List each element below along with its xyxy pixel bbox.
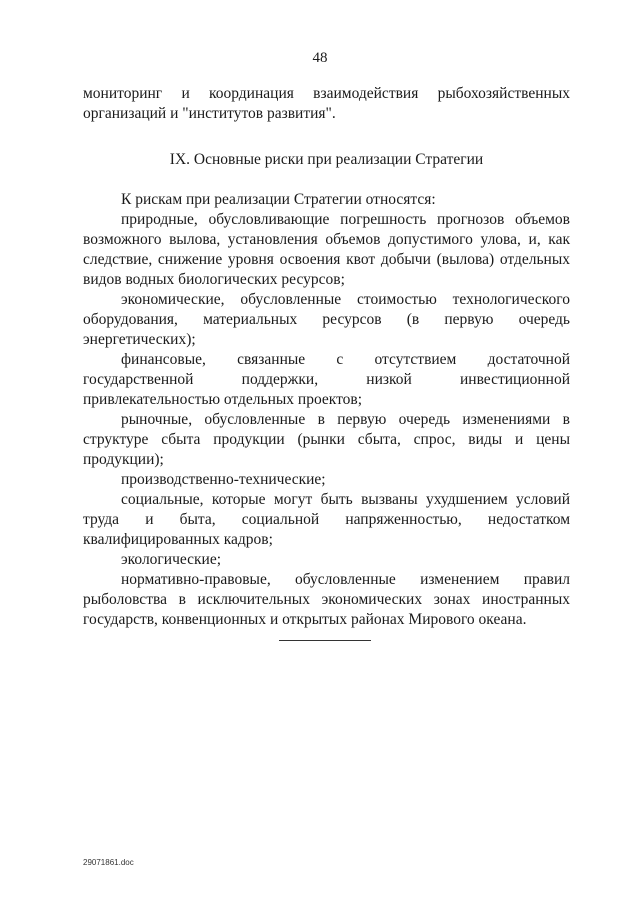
document-body [83, 84, 570, 630]
section-lead-paragraph: К рискам при реализации Стратегии относятся: [121, 191, 436, 208]
risk-item-natural: природные, обусловливающие погрешность прогнозов объемов возможного вылова, установления объемов допустимого улова, и, как следствие, снижение уровня освоения квот добычи (вылова) отдельных видов водных биологических ресурсов; [83, 211, 570, 288]
intro-paragraph: мониторинг и координация взаимодействия рыбохозяйственных организаций и "институтов развития". [83, 85, 570, 122]
risk-item-financial: финансовые, связанные с отсутствием достаточной государственной поддержки, низкой инвестиционной привлекательностью отдельных проектов; [83, 351, 570, 408]
risk-item-economic: экономические, обусловленные стоимостью технологического оборудования, материальных ресурсов (в первую очередь энергетических); [83, 291, 570, 348]
section-heading: IX. Основные риски при реализации Стратегии [169, 151, 484, 168]
end-divider [279, 640, 371, 641]
risk-item-ecological: экологические; [121, 551, 222, 568]
risk-item-market: рыночные, обусловленные в первую очередь изменениями в структуре сбыта продукции (рынки сбыта, спрос, виды и цены продукции); [83, 411, 570, 468]
risk-item-social: социальные, которые могут быть вызваны ухудшением условий труда и быта, социальной напряженностью, недостатком квалифицированных кадров; [83, 491, 570, 548]
risk-item-production: производственно-технические; [121, 471, 326, 488]
page-number: 48 [312, 50, 328, 66]
risk-item-legal: нормативно-правовые, обусловленные изменением правил рыболовства в исключительных экономических зонах иностранных государств, конвенционных и открытых районах Мирового океана. [83, 571, 570, 628]
footer-filename: 29071861.doc [83, 858, 134, 867]
